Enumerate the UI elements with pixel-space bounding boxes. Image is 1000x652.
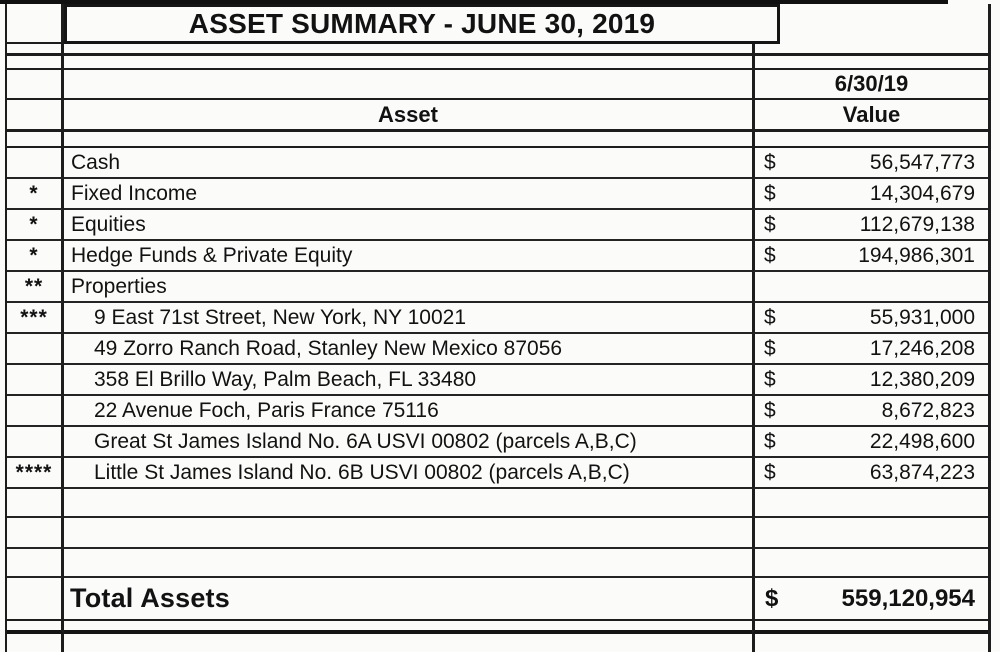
marker-cell [7, 148, 64, 179]
asset-value: 112,679,138 [859, 212, 975, 236]
asset-label: 22 Avenue Foch, Paris France 75116 [64, 396, 752, 427]
currency-symbol: $ [764, 150, 776, 174]
asset-label: Properties [64, 272, 752, 303]
asset-value: 12,380,209 [869, 367, 975, 391]
empty-cell [64, 621, 752, 634]
asset-value-cell [752, 365, 988, 396]
empty-cell [752, 518, 988, 549]
asset-row [7, 303, 988, 334]
asset-value-cell [752, 334, 988, 365]
currency-symbol: $ [764, 243, 776, 267]
currency-symbol: $ [764, 367, 776, 391]
date-header-row [7, 70, 988, 100]
column-header-value: Value [752, 100, 988, 132]
empty-cell [7, 621, 64, 634]
empty-cell [64, 518, 752, 549]
date-header: 6/30/19 [752, 70, 988, 100]
asset-value: 14,304,679 [869, 181, 975, 205]
asset-row [7, 179, 988, 210]
empty-cell [752, 489, 988, 518]
spacer-cell [752, 56, 988, 70]
asset-value: 17,246,208 [869, 336, 975, 360]
asset-value: 63,874,223 [869, 460, 975, 484]
asset-value-cell [752, 396, 988, 427]
marker-cell: * [7, 179, 64, 210]
spacer-row [7, 132, 988, 148]
marker-cell [7, 365, 64, 396]
empty-cell [7, 489, 64, 518]
header-margin-cell [7, 100, 64, 132]
marker-cell [7, 396, 64, 427]
total-currency-symbol: $ [765, 584, 779, 612]
marker-cell [7, 427, 64, 458]
total-label: Total Assets [64, 578, 752, 621]
empty-cell [7, 549, 64, 578]
spacer-cell [64, 132, 752, 148]
marker-cell: * [7, 241, 64, 272]
asset-value-cell [752, 427, 988, 458]
empty-cell [752, 634, 988, 652]
currency-symbol: $ [764, 460, 776, 484]
spacer-cell [752, 44, 988, 56]
total-value: 559,120,954 [841, 584, 975, 612]
asset-row [7, 241, 988, 272]
spacer-cell [64, 56, 752, 70]
asset-value-cell [752, 272, 988, 303]
spacer-cell [7, 56, 64, 70]
spacer-cell [7, 44, 64, 56]
asset-label: Great St James Island No. 6A USVI 00802 (parcels A,B,C) [64, 427, 752, 458]
empty-cell [64, 489, 752, 518]
asset-value-cell [752, 458, 988, 489]
marker-cell: ** [7, 272, 64, 303]
spacer-row [7, 44, 988, 56]
asset-value-cell [752, 148, 988, 179]
empty-cell [752, 621, 988, 634]
asset-label: 9 East 71st Street, New York, NY 10021 [64, 303, 752, 334]
spacer-cell [64, 44, 752, 56]
date-row-empty-cell [64, 70, 752, 100]
asset-row [7, 210, 988, 241]
asset-label: Hedge Funds & Private Equity [64, 241, 752, 272]
total-row [7, 578, 988, 621]
empty-cell [64, 634, 752, 652]
currency-symbol: $ [764, 336, 776, 360]
asset-row [7, 396, 988, 427]
spacer-cell [752, 132, 988, 148]
asset-value-cell [752, 303, 988, 334]
currency-symbol: $ [764, 212, 776, 236]
empty-cell [7, 634, 64, 652]
asset-value-cell [752, 210, 988, 241]
empty-cell [7, 518, 64, 549]
asset-row [7, 334, 988, 365]
page-title: ASSET SUMMARY - JUNE 30, 2019 [64, 4, 780, 44]
asset-label: Little St James Island No. 6B USVI 00802 (parcels A,B,C) [64, 458, 752, 489]
spacer-cell [7, 132, 64, 148]
marker-cell [7, 334, 64, 365]
asset-value-cell [752, 179, 988, 210]
asset-label: Equities [64, 210, 752, 241]
empty-row [7, 518, 988, 549]
empty-row [7, 549, 988, 578]
currency-symbol: $ [764, 429, 776, 453]
asset-value: 194,986,301 [858, 243, 975, 267]
asset-value-cell [752, 241, 988, 272]
marker-cell: *** [7, 303, 64, 334]
total-value-cell [752, 578, 988, 621]
asset-value: 56,547,773 [869, 150, 975, 174]
summary-table [5, 4, 991, 652]
title-row-margin-cell [7, 4, 64, 44]
empty-cell [64, 549, 752, 578]
cutoff-bottom-row [7, 634, 988, 652]
asset-value: 22,498,600 [869, 429, 975, 453]
asset-label: Cash [64, 148, 752, 179]
currency-symbol: $ [764, 305, 776, 329]
spacer-row [7, 56, 988, 70]
marker-cell: **** [7, 458, 64, 489]
empty-row [7, 621, 988, 634]
asset-row [7, 365, 988, 396]
column-header-asset: Asset [64, 100, 752, 132]
asset-label: 49 Zorro Ranch Road, Stanley New Mexico 87056 [64, 334, 752, 365]
total-margin-cell [7, 578, 64, 621]
empty-cell [752, 549, 988, 578]
asset-row [7, 458, 988, 489]
asset-row [7, 148, 988, 179]
asset-value: 55,931,000 [869, 305, 975, 329]
asset-label: 358 El Brillo Way, Palm Beach, FL 33480 [64, 365, 752, 396]
currency-symbol: $ [764, 398, 776, 422]
title-row-right-gap [780, 4, 988, 44]
marker-cell: * [7, 210, 64, 241]
title-row [7, 4, 988, 44]
asset-value: 8,672,823 [881, 398, 975, 422]
asset-label: Fixed Income [64, 179, 752, 210]
date-row-margin-cell [7, 70, 64, 100]
column-header-row [7, 100, 988, 132]
asset-row [7, 272, 988, 303]
asset-row [7, 427, 988, 458]
empty-row [7, 489, 988, 518]
currency-symbol: $ [764, 181, 776, 205]
